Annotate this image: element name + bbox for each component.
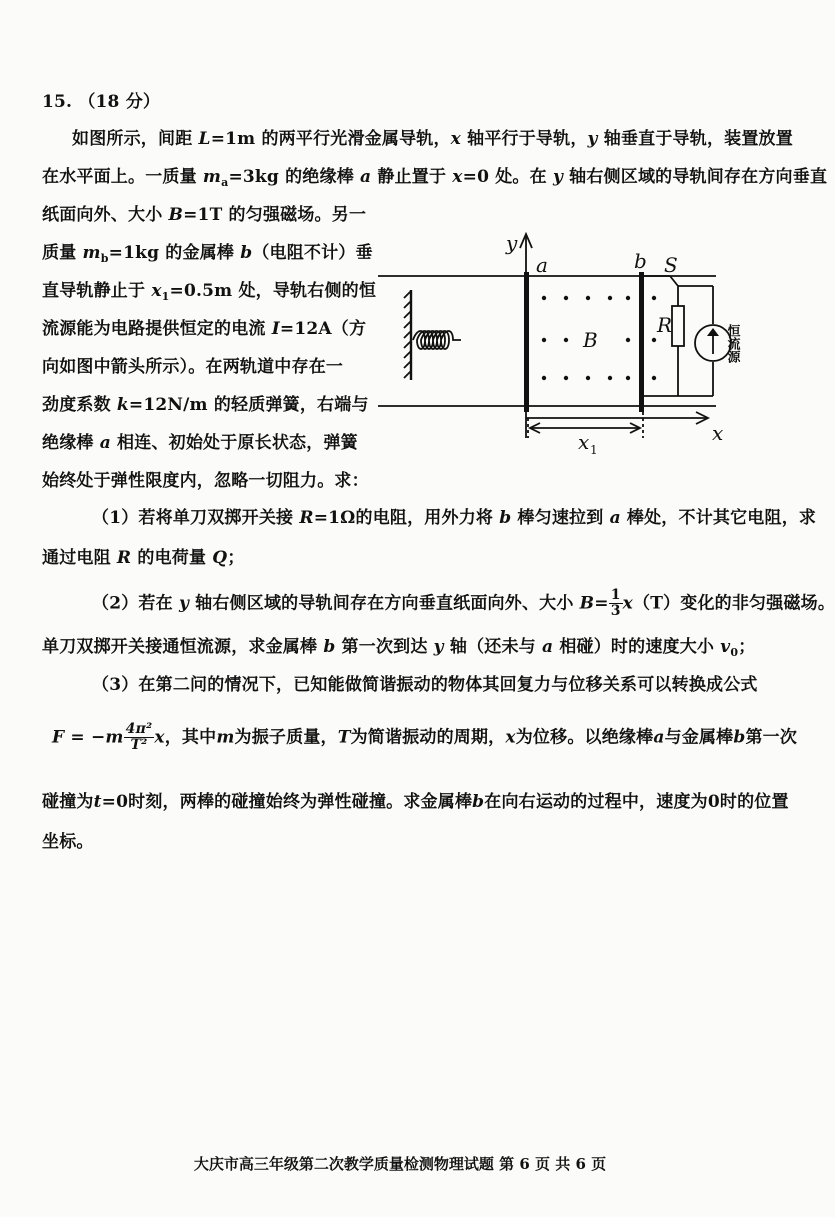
fraction-four-pi-squared-over-t-squared: $\frac{\text{4π²}}{\text{T²}}$ <box>125 721 153 754</box>
part1-line-1: （1）若将单刀双掷开关接 R=1Ω的电阻，用外力将 b 棒匀速拉到 a 棒处，不计其它电阻，求 <box>92 508 817 528</box>
intro-line-4: 质量 $m_b=1kg$ 的金属棒 b（电阻不计）垂 <box>42 243 373 265</box>
page-footer: 大庆市高三年级第二次教学质量检测物理试题 第 6 页 共 6 页 <box>193 1155 607 1173</box>
intro-line-8: 劲度系数 k=12N/m 的轻质弹簧，右端与 <box>42 395 369 415</box>
y-axis-label: y <box>506 231 518 255</box>
current-source-label: 恒流源 <box>724 324 740 363</box>
resistor-label: R <box>657 313 673 337</box>
field-label: B <box>583 328 598 352</box>
intro-line-3: 纸面向外、大小 B=1T 的匀强磁场。另一 <box>42 205 367 225</box>
part2-line-1: （2）若在 y 轴右侧区域的导轨间存在方向垂直纸面向外、大小 B= $\frac{1}{3}$ x（T）变化的非匀强磁场。 <box>92 587 835 620</box>
intro-line-2: 在水平面上。一质量 $m_a=3kg$ 的绝缘棒 a 静止置于 x=0 处。在 y 轴右侧区域的导轨间存在方向垂直 <box>42 167 828 189</box>
intro-line-9: 绝缘棒 a 相连、初始处于原长状态，弹簧 <box>42 433 358 453</box>
switch-label: S <box>664 253 678 277</box>
part3-line-1: （3）在第二问的情况下，已知能做简谐振动的物体其回复力与位移关系可以转换成公式 <box>92 675 758 695</box>
intro-line-5: 直导轨静止于 $x_1=0.5m$ 处，导轨右侧的恒 <box>42 281 377 303</box>
question-header <box>42 87 160 112</box>
x1-label: x <box>578 430 590 454</box>
question-number: 15. <box>42 92 73 112</box>
x1-subscript: 1 <box>590 443 598 457</box>
part3-formula-line: F = −m $\frac{\text{4π²}}{\text{T²}}$ x，其中m为振子质量，T为简谐振动的周期，x为位移。以绝缘棒a与金属棒b第一次 <box>52 721 798 754</box>
insulating-rod-a <box>524 272 529 412</box>
question-points: （18 分） <box>78 92 161 112</box>
part3-line-3: 碰撞为t=0时刻，两棒的碰撞始终为弹性碰撞。求金属棒b在向右运动的过程中，速度为0时的位置 <box>42 792 789 812</box>
part2-line-2: 单刀双掷开关接通恒流源，求金属棒 b 第一次到达 y 轴（还未与 a 相碰）时的速度大小 $v_0$； <box>42 637 756 659</box>
switch-blade <box>670 276 678 286</box>
part1-line-2: 通过电阻 R 的电荷量 Q； <box>42 548 245 568</box>
fraction-one-third: $\frac{1}{3}$ <box>610 587 621 620</box>
rails-circuit-diagram <box>378 228 740 460</box>
metal-rod-b <box>639 272 644 412</box>
x-axis-label: x <box>712 421 724 445</box>
intro-line-7: 向如图中箭头所示）。在两轨道中存在一 <box>42 357 344 377</box>
rod-a-label: a <box>536 253 548 277</box>
resistor-r <box>672 306 684 346</box>
intro-line-6: 流源能为电路提供恒定的电流 I=12A（方 <box>42 319 367 339</box>
spring <box>413 331 461 349</box>
part3-line-4: 坐标。 <box>42 832 94 852</box>
intro-line-1: 如图所示，间距 L=1m 的两平行光滑金属导轨，x 轴平行于导轨，y 轴垂直于导轨，装置放置 <box>72 129 793 149</box>
intro-line-10: 始终处于弹性限度内，忽略一切阻力。求： <box>42 471 369 491</box>
rod-b-label: b <box>634 249 647 273</box>
